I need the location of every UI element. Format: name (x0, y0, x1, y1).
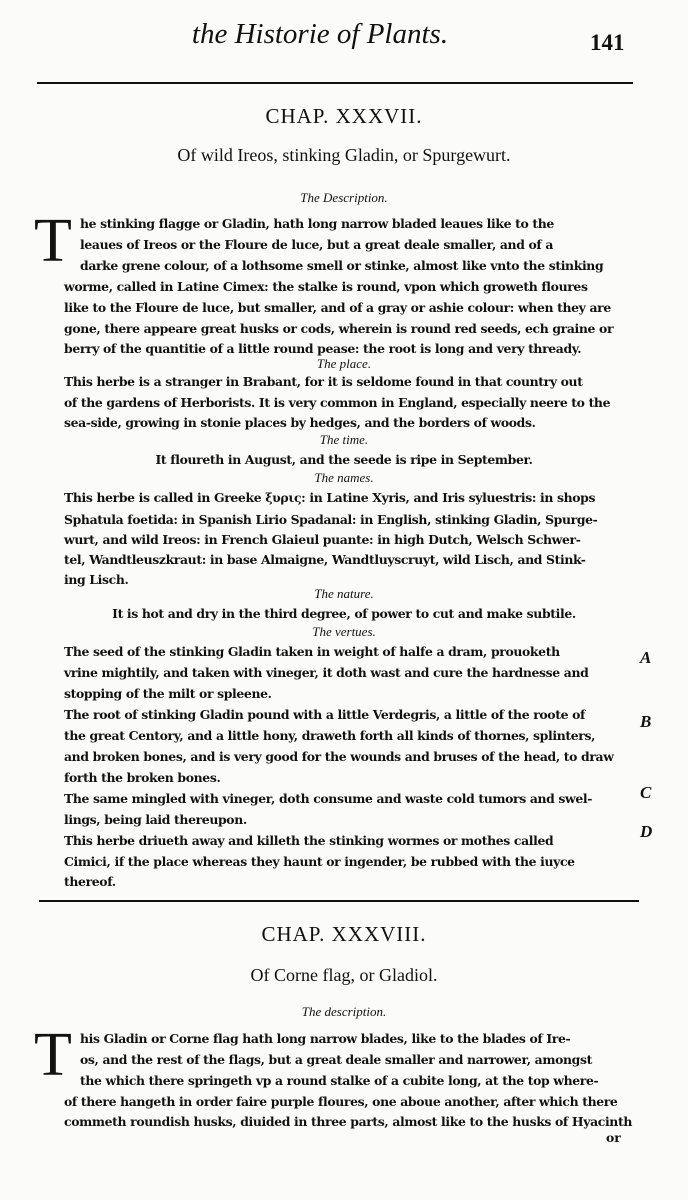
marginal-letter: C (640, 783, 652, 802)
text-line: of there hangeth in order faire purple floures, one aboue another, after which there (64, 1094, 618, 1109)
text-line: Sphatula foetida: in Spanish Lirio Spadanal: in English, stinking Gladin, Spurge- (64, 512, 598, 527)
text-line: gone, there appeare great husks or cods, wherein is round red seeds, ech graine or (64, 321, 614, 336)
text-line: The root of stinking Gladin pound with a little Verdegris, a little of the roote of (64, 707, 585, 722)
drop-cap: T (34, 207, 72, 275)
section-heading-vertues: The vertues. (312, 624, 376, 639)
text-line: This herbe is called in Greeke ξυρις: in Latine Xyris, and Iris syluestris: in shops (64, 490, 596, 505)
text-line: berry of the quantitie of a little round pease: the root is long and very thready. (64, 341, 582, 356)
marginal-letter: D (640, 822, 653, 841)
text-line: wurt, and wild Ireos: in French Glaieul puante: in high Dutch, Welsch Schwer- (64, 532, 581, 547)
text-line: like to the Floure de luce, but smaller, and of a gray or ashie colour: when they are (64, 300, 611, 315)
section-heading-place: The place. (316, 356, 372, 371)
text-line: the which there springeth vp a round stalke of a cubite long, at the top where- (80, 1073, 599, 1088)
text-line: sea-side, growing in stonie places by hedges, and the borders of woods. (64, 415, 536, 430)
text-line: ing Lisch. (64, 572, 129, 587)
text-line: os, and the rest of the flags, but a great deale smaller and narrower, amongst (80, 1052, 592, 1067)
text-line: worme, called in Latine Cimex: the stalke is round, vpon which groweth floures (64, 279, 588, 294)
text-line: The seed of the stinking Gladin taken in weight of halfe a dram, prouoketh (64, 644, 560, 659)
section-heading-nature: The nature. (314, 586, 374, 601)
marginal-letter: A (640, 648, 652, 667)
text-line: This herbe driueth away and killeth the stinking wormes or mothes called (64, 833, 554, 848)
text-line: It is hot and dry in the third degree, of power to cut and make subtile. (112, 606, 576, 621)
chapter-rule (39, 900, 639, 902)
text-line: commeth roundish husks, diuided in three parts, almost like to the husks of Hyacinth (64, 1114, 633, 1129)
text-line: the great Centory, and a little hony, draweth forth all kinds of thornes, splinters, (64, 728, 596, 743)
section-heading-description: The description. (301, 1004, 387, 1019)
section-heading-names: The names. (314, 470, 374, 485)
drop-cap: T (34, 1021, 72, 1089)
text-line: The same mingled with vineger, doth consume and waste cold tumors and swel- (64, 791, 593, 806)
text-line: his Gladin or Corne flag hath long narrow blades, like to the blades of Ire- (80, 1031, 571, 1046)
marginal-letter: B (640, 712, 652, 731)
text-line: stopping of the milt or spleene. (64, 686, 272, 701)
section-heading-description: The Description. (300, 190, 388, 205)
text-line: of the gardens of Herborists. It is very common in England, especially neere to the (64, 395, 611, 410)
text-line: leaues of Ireos or the Floure de luce, but a great deale smaller, and of a (80, 237, 554, 252)
chapter-heading: CHAP. XXXVII. (265, 104, 423, 128)
text-line: Cimici, if the place whereas they haunt or ingender, be rubbed with the iuyce (64, 854, 575, 869)
catchword: or (606, 1130, 621, 1145)
section-heading-time: The time. (319, 432, 369, 447)
running-title: the Historie of Plants. (191, 18, 449, 50)
chapter-title: Of Corne flag, or Gladiol. (250, 965, 438, 985)
chapter-title: Of wild Ireos, stinking Gladin, or Spurgewurt. (177, 145, 511, 165)
text-line: he stinking flagge or Gladin, hath long narrow bladed leaues like to the (80, 216, 554, 231)
text-line: thereof. (64, 874, 116, 889)
text-line: tel, Wandtleuszkraut: in base Almaigne, Wandtluyscruyt, wild Lisch, and Stink- (64, 552, 586, 567)
text-line: forth the broken bones. (64, 770, 221, 785)
chapter-heading: CHAP. XXXVIII. (261, 922, 427, 946)
text-line: darke grene colour, of a lothsome smell or stinke, almost like vnto the stinking (80, 258, 604, 273)
text-line: This herbe is a stranger in Brabant, for it is seldome found in that country out (64, 374, 583, 389)
text-line: It floureth in August, and the seede is ripe in September. (155, 452, 533, 467)
header-rule (37, 82, 633, 84)
page-number: 141 (590, 30, 625, 55)
text-line: lings, being laid thereupon. (64, 812, 247, 827)
text-line: and broken bones, and is very good for the wounds and bruses of the head, to draw (64, 749, 614, 764)
text-line: vrine mightily, and taken with vineger, it doth wast and cure the hardnesse and (64, 665, 589, 680)
